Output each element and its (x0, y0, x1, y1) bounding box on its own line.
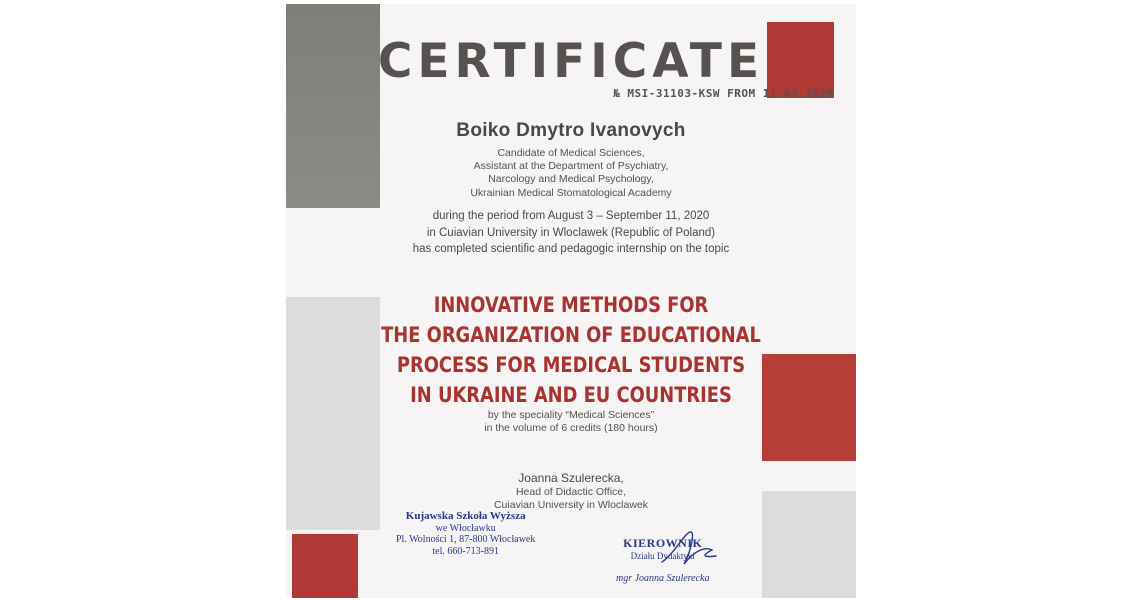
topic-line: PROCESS FOR MEDICAL STUDENTS (396, 353, 746, 377)
kstamp-line: KIEROWNIK (623, 536, 703, 550)
signer-name: Joanna Szulerecka, (518, 471, 624, 485)
period-line: has completed scientific and pedagogic internship on the topic (412, 243, 730, 255)
stamp-line: we Włocławku (435, 522, 496, 534)
internship-topic (329, 290, 814, 410)
recipient-name: Boiko Dmytro Ivanovych (456, 120, 686, 141)
signer-role-line: Cuiavian University in Wloclawek (493, 499, 649, 511)
recipient-detail-line: Narcology and Medical Psychology, (488, 173, 654, 186)
recipient-detail-line: Ukrainian Medical Stomatological Academy (470, 186, 672, 199)
kstamp-line: mgr Joanna Szulerecka (616, 573, 710, 584)
certificate-number: № MSI-31103-KSW FROM 11.09.2020 (613, 87, 834, 100)
signer-role (286, 486, 856, 512)
period-line: during the period from August 3 – September 11, 2020 (432, 210, 710, 222)
stamp-line: tel. 660-713-891 (432, 545, 500, 557)
decorative-red-block-bottom-left (292, 534, 358, 598)
certificate-title: CERTIFICATE (377, 34, 765, 89)
stamp-line: Kujawska Szkoła Wyższa (405, 510, 526, 522)
head-office-stamp (616, 536, 710, 584)
topic-line: IN UKRAINE AND EU COUNTRIES (410, 383, 732, 407)
certificate-document (286, 4, 856, 598)
topic-line: THE ORGANIZATION OF EDUCATIONAL (381, 323, 761, 347)
internship-period (286, 208, 856, 258)
period-line: in Cuiavian University in Wloclawek (Republic of Poland) (426, 226, 716, 239)
recipient-detail-line: Assistant at the Department of Psychiatry, (473, 160, 669, 173)
signer-role-line: Head of Didactic Office, (515, 486, 627, 498)
specialty-info (286, 409, 856, 435)
recipient-details (286, 147, 856, 200)
recipient-detail-line: Candidate of Medical Sciences, (497, 147, 645, 159)
stamp-line: Pl. Wolności 1, 87-800 Włocławek (396, 534, 536, 545)
specialty-line: in the volume of 6 credits (180 hours) (484, 422, 658, 434)
topic-line: INNOVATIVE METHODS FOR (433, 293, 709, 317)
kstamp-line: Działu Dydaktyki (630, 551, 695, 561)
specialty-line: by the speciality “Medical Sciences” (487, 409, 655, 421)
university-stamp (396, 511, 535, 557)
